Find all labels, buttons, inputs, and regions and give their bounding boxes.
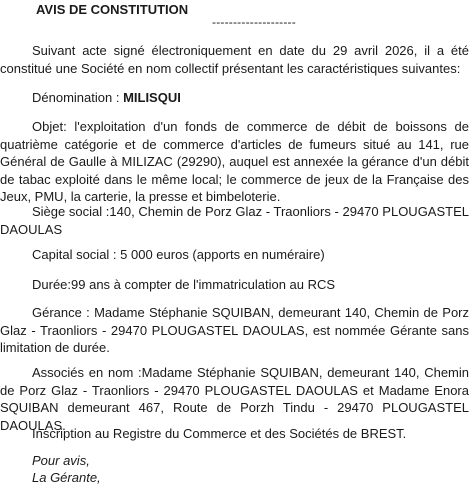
denomination-paragraph (0, 89, 469, 107)
denomination-label: Dénomination : (32, 90, 124, 105)
title-separator: -------------------- (212, 15, 296, 29)
inscription-paragraph: Inscription au Registre du Commerce et des Sociétés de BREST. (32, 426, 407, 441)
signature-line-1: Pour avis, (32, 453, 90, 468)
notice-title: AVIS DE CONSTITUTION (36, 2, 189, 17)
gerance-paragraph: Gérance : Madame Stéphanie SQUIBAN, demeurant 140, Chemin de Porz Glaz - Traonliors - 29470 PLOUGASTEL DAOULAS, est nommée Gérante sans limitation de durée. (0, 305, 469, 355)
objet-paragraph: Objet: l'exploitation d'un fonds de commerce de débit de boissons de quatrième catégorie et de commerce d'articles de fumeurs situé au 141, rue Général de Gaulle à MILIZAC (29290), auquel est annexée la gérance d'un débit de tabac exploité dans le même local; le commerce de jeux de la Française des Jeux, PMU, la carterie, la presse et bimbeloterie. (0, 119, 469, 204)
associes-paragraph: Associés en nom :Madame Stéphanie SQUIBAN, demeurant 140, Chemin de Porz Glaz - Traonliors - 29470 PLOUGASTEL DAOULAS et Madame Enora SQUIBAN demeurant 467, Route de Porzh Tindu - 29470 PLOUGASTEL DAOULAS. (0, 365, 469, 433)
capital-paragraph: Capital social : 5 000 euros (apports en numéraire) (32, 247, 325, 262)
intro-paragraph: Suivant acte signé électroniquement en date du 29 avril 2026, il a été constitué une Société en nom collectif présentant les caractéristiques suivantes: (0, 43, 469, 76)
duree-paragraph: Durée:99 ans à compter de l'immatriculation au RCS (32, 277, 336, 292)
signature-line-2: La Gérante, (32, 470, 101, 485)
siege-paragraph: Siège social :140, Chemin de Porz Glaz - Traonliors - 29470 PLOUGASTEL DAOULAS (0, 204, 469, 237)
denomination-value: MILISQUI (123, 90, 181, 105)
